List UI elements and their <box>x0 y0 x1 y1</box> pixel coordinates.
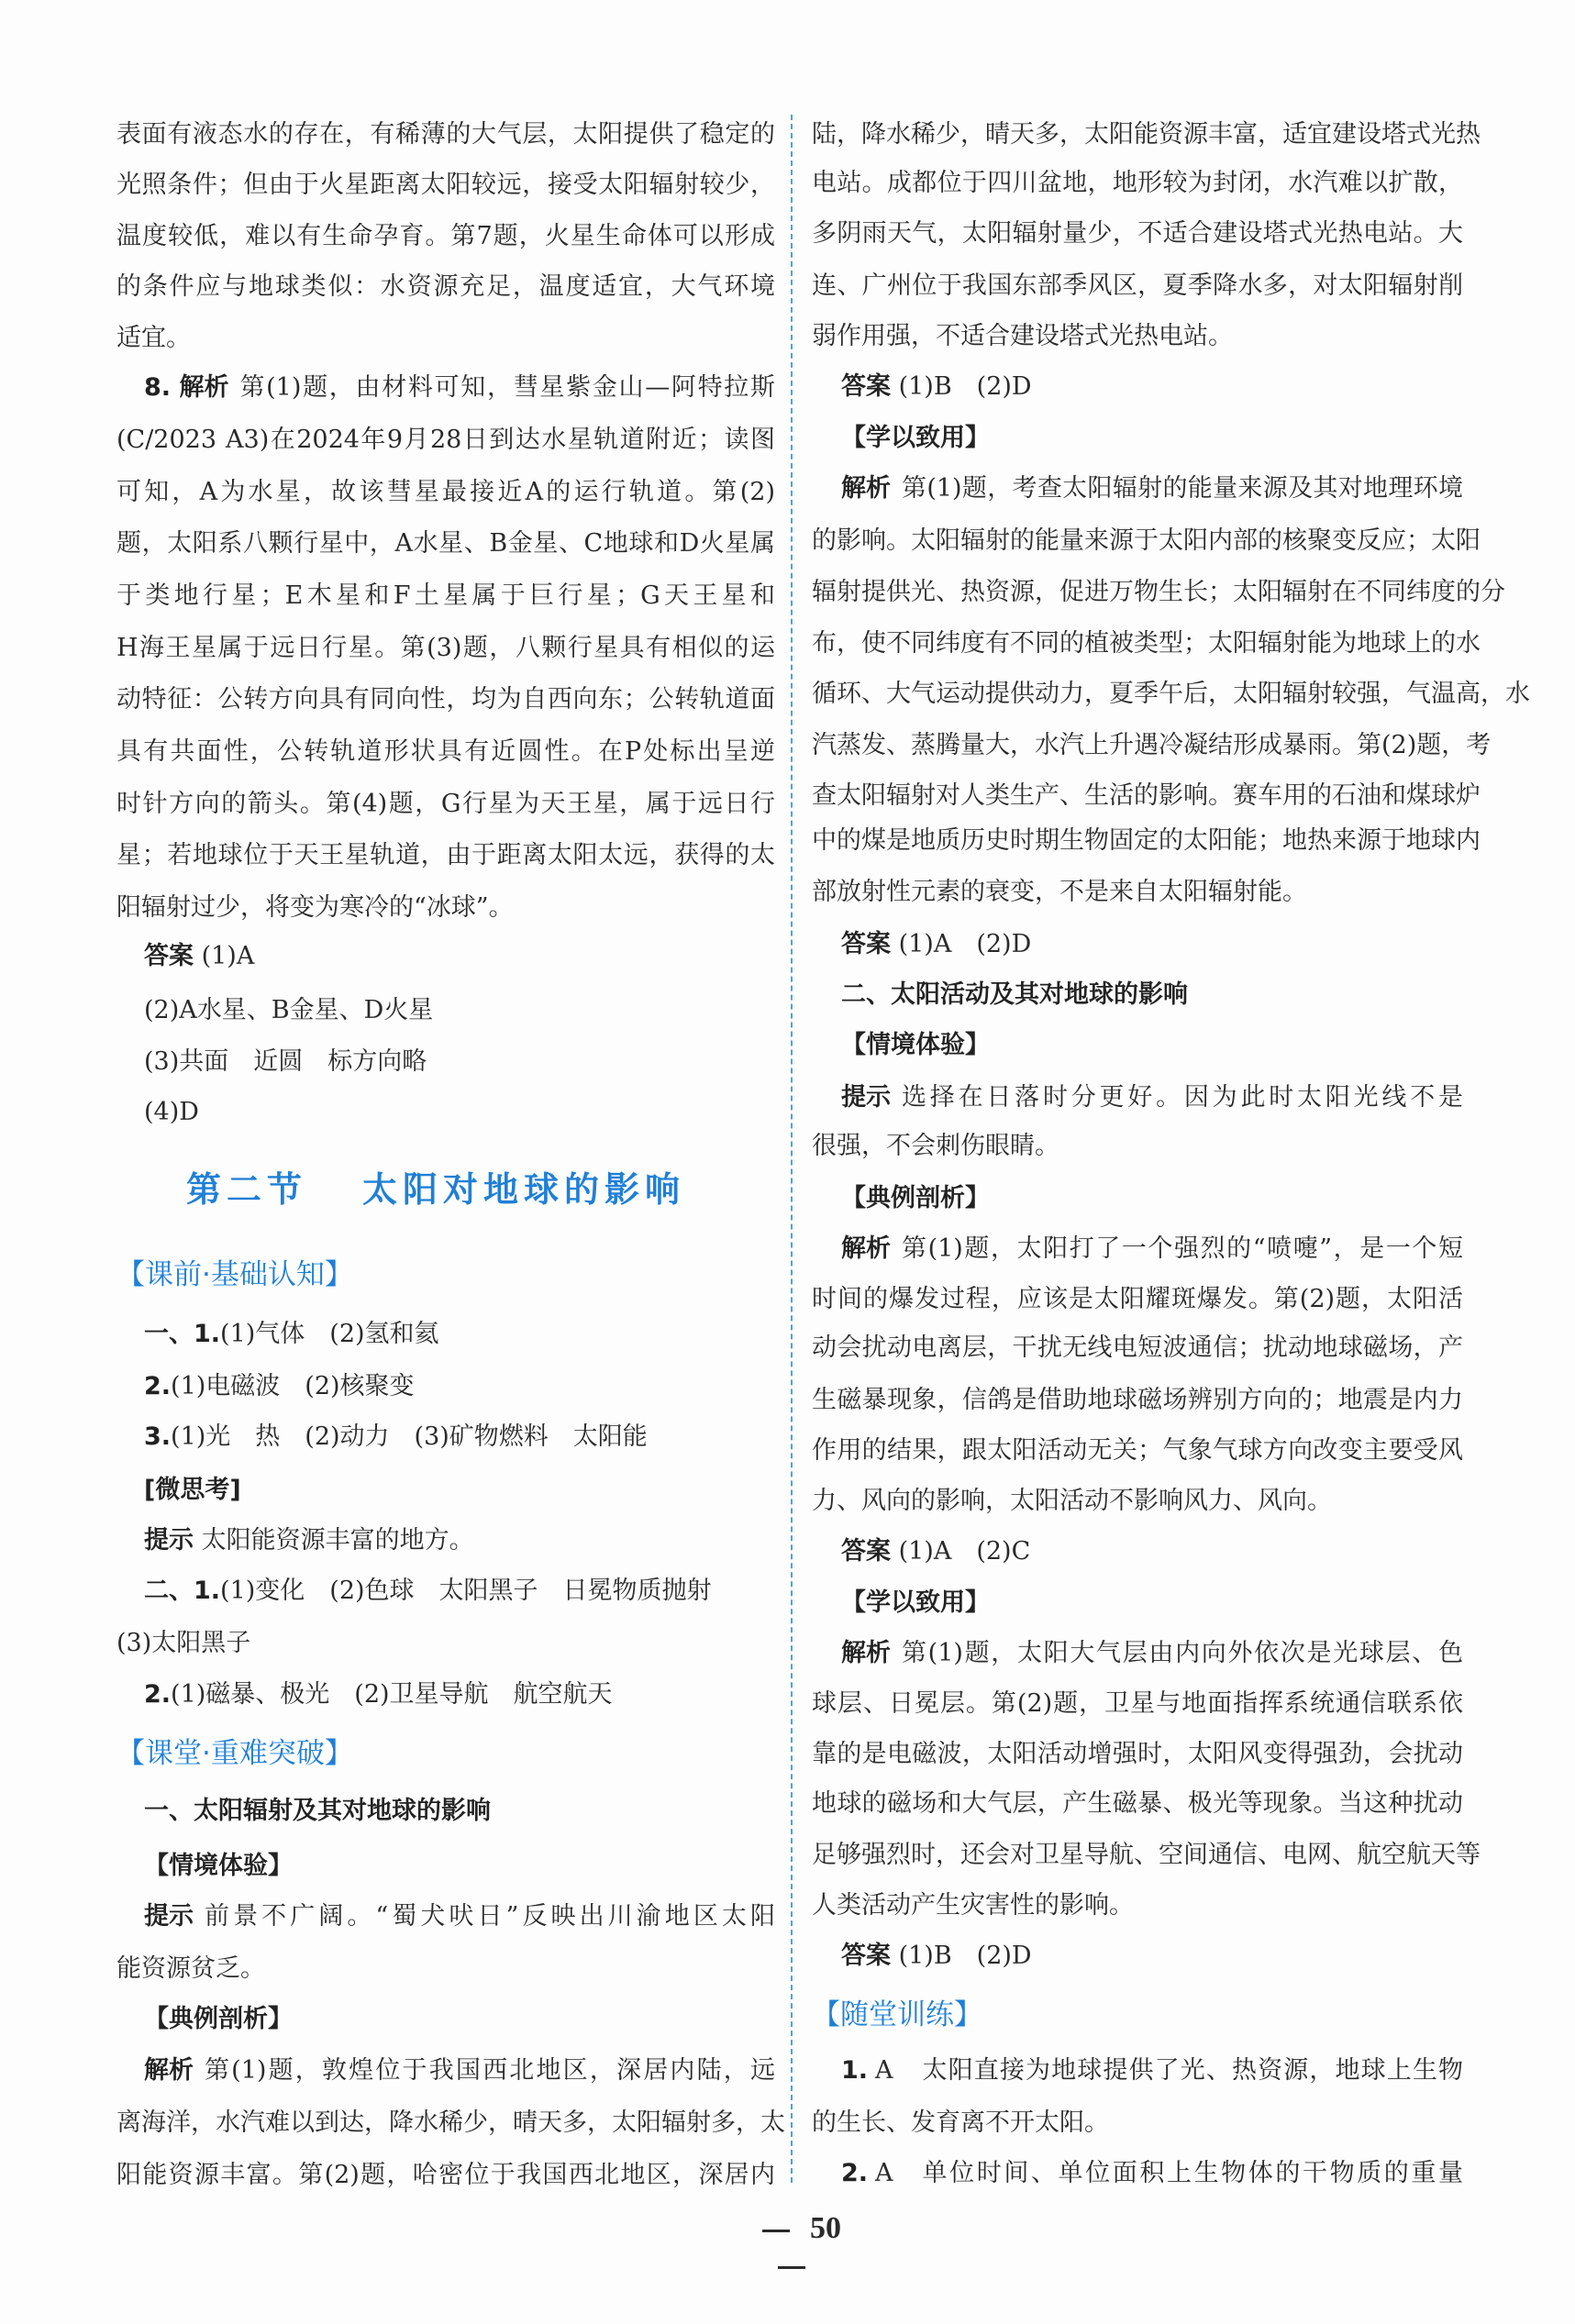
item-number: 二、1. <box>144 1577 221 1605</box>
text-line: 温度较低，难以有生命孕育。第7题，火星生命体可以形成 <box>116 222 775 250</box>
answer-text: (1)A (2)C <box>898 1537 1031 1566</box>
text-line: 布，使不同纬度有不同的植被类型；太阳辐射能为地球上的水 <box>812 629 1481 658</box>
practice-section-tag: 【随堂训练】 <box>812 1998 982 2031</box>
text-line: 阳能资源丰富。第(2)题，哈密位于我国西北地区，深居内 <box>116 2161 775 2189</box>
text-line: 于类地行星；E木星和F土星属于巨行星；G天王星和 <box>116 581 775 610</box>
analysis-label: 解析 <box>841 474 891 503</box>
list-item <box>144 1573 775 1610</box>
hint-label: 提示 <box>841 1083 891 1112</box>
text-line: 阳辐射过少，将变为寒冷的“冰球”。 <box>116 893 514 922</box>
analysis-text: 第(1)题，太阳打了一个强烈的“喷嚏”，是一个短 <box>902 1234 1463 1263</box>
text-line: 连、广州位于我国东部季风区，夏季降水多，对太阳辐射削 <box>812 271 1463 300</box>
item-answer: A <box>875 2056 893 2085</box>
answer-line <box>841 369 1463 405</box>
apply-tag: 【学以致用】 <box>841 1588 990 1617</box>
text-line: 第(1)题，由材料可知，彗星紫金山—阿特拉斯 <box>239 373 775 402</box>
item-number: 2. <box>841 2159 869 2187</box>
text-line: 能资源贫乏。 <box>116 1954 265 1983</box>
text-line: 可知，A为水星，故该彗星最接近A的运行轨道。第(2) <box>116 478 775 506</box>
text-line: 辐射提供光、热资源，促进万物生长；太阳辐射在不同纬度的分 <box>812 578 1505 606</box>
text-line: 作用的结果，跟太阳活动无关；气象气球方向改变主要受风 <box>812 1436 1463 1465</box>
hint-line <box>144 1898 775 1935</box>
chapter-section-name: 太阳对地球的影响 <box>362 1168 686 1210</box>
answer-text: (1)B (2)D <box>898 372 1032 401</box>
scene-tag: 【情境体验】 <box>841 1031 990 1059</box>
hint-text: 前景不广阔。“蜀犬吠日”反映出川渝地区太阳 <box>205 1902 775 1931</box>
text-line: 表面有液态水的存在，有稀薄的大气层，太阳提供了稳定的 <box>116 120 775 149</box>
item-text: 单位时间、单位面积上生物体的干物质的重量 <box>922 2159 1463 2187</box>
page-number-value: 50 <box>810 2211 841 2245</box>
text-line: 陆，降水稀少，晴天多，太阳能资源丰富，适宜建设塔式光热 <box>812 120 1481 149</box>
text-line: (3)太阳黑子 <box>116 1629 251 1657</box>
text-line: 题，太阳系八颗行星中，A水星、B金星、C地球和D火星属 <box>116 529 775 558</box>
text-line: 生磁暴现象，信鸽是借助地球磁场辨别方向的；地震是内力 <box>812 1386 1463 1414</box>
answer-line <box>841 926 1463 963</box>
text-line: 中的煤是地质历史时期生物固定的太阳能；地热来源于地球内 <box>812 826 1481 855</box>
text-line: 的条件应与地球类似：水资源充足，温度适宜，大气环境 <box>116 272 775 301</box>
text-line: 的生长、发育离不开太阳。 <box>812 2108 1109 2137</box>
question-8-label: 8. 解析 <box>144 373 229 402</box>
text-line: 具有共面性，公转轨道形状具有近圆性。在P处标出呈逆 <box>116 737 775 766</box>
answer-text: (1)A (2)D <box>898 930 1032 958</box>
text-line: 离海洋，水汽难以到达，降水稀少，晴天多，太阳辐射多，太 <box>116 2108 785 2137</box>
answer-label: 答案 <box>841 1942 891 1970</box>
list-item <box>144 1419 775 1455</box>
text-line: 循环、大气运动提供动力，夏季午后，太阳辐射较强，气温高，水 <box>812 680 1530 708</box>
text-line: 很强，不会刺伤眼睛。 <box>812 1132 1059 1160</box>
answer-line: (2)A水星、B金星、D火星 <box>144 996 434 1024</box>
list-item <box>144 1368 775 1405</box>
analysis-line <box>841 470 1463 507</box>
text-line: 时针方向的箭头。第(4)题，G行星为天王星，属于远日行 <box>116 790 775 818</box>
answer-text: (1)A <box>201 942 255 970</box>
hint-line <box>841 1079 1463 1116</box>
answer-line <box>841 1533 1463 1570</box>
text-line: 查太阳辐射对人类生产、生活的影响。赛车用的石油和煤球炉 <box>812 781 1481 810</box>
item-text: (1)磁暴、极光 (2)卫星导航 航空航天 <box>171 1680 613 1709</box>
item-text: (1)变化 (2)色球 太阳黑子 日冕物质抛射 <box>220 1577 712 1605</box>
in-class-section-tag: 【课堂·重难突破】 <box>116 1737 353 1770</box>
analysis-label: 解析 <box>841 1234 891 1263</box>
item-text: 太阳直接为地球提供了光、热资源，地球上生物 <box>922 2056 1463 2085</box>
text-line: 时间的爆发过程，应该是太阳耀斑爆发。第(2)题，太阳活 <box>812 1285 1463 1313</box>
item-answer: A <box>875 2159 893 2187</box>
page-number <box>718 2210 865 2247</box>
example-tag: 【典例剖析】 <box>841 1184 990 1212</box>
item-number: 3. <box>144 1422 172 1451</box>
text-line: 人类活动产生灾害性的影响。 <box>812 1891 1134 1920</box>
text-line: 部放射性元素的衰变，不是来自太阳辐射能。 <box>812 878 1307 906</box>
item-number: 一、1. <box>144 1320 221 1348</box>
answer-line <box>841 1938 1463 1975</box>
chapter-title <box>186 1169 714 1210</box>
text-line: 汽蒸发、蒸腾量大，水汽上升遇冷凝结形成暴雨。第(2)题，考 <box>812 731 1492 759</box>
text-line: 力、风向的影响，太阳活动不影响风力、风向。 <box>812 1487 1332 1515</box>
pre-class-section-tag: 【课前·基础认知】 <box>116 1258 353 1291</box>
hint-text: 选择在日落时分更好。因为此时太阳光线不是 <box>902 1083 1463 1112</box>
text-line: 动会扰动电离层，干扰无线电短波通信；扰动地球磁场，产 <box>812 1334 1463 1362</box>
item-text: (1)电磁波 (2)核聚变 <box>171 1372 415 1400</box>
answer-label: 答案 <box>144 942 194 970</box>
hint-label: 提示 <box>144 1526 194 1555</box>
analysis-text: 第(1)题，敦煌位于我国西北地区，深居内陆，远 <box>205 2056 775 2085</box>
answer-line <box>144 938 775 975</box>
text-line: 的影响。太阳辐射的能量来源于太阳内部的核聚变反应；太阳 <box>812 526 1481 555</box>
practice-item <box>841 2155 1463 2192</box>
analysis-line <box>144 2053 775 2089</box>
text-line: H海王星属于远日行星。第(3)题，八颗行星具有相似的运 <box>116 634 775 662</box>
text-line: 电站。成都位于四川盆地，地形较为封闭，水汽难以扩散， <box>812 169 1463 197</box>
analysis-text: 第(1)题，太阳大气层由内向外依次是光球层、色 <box>902 1639 1463 1667</box>
subsection-heading: 二、太阳活动及其对地球的影响 <box>841 980 1188 1009</box>
dash-right <box>778 2266 805 2269</box>
subsection-heading: 一、太阳辐射及其对地球的影响 <box>144 1797 491 1825</box>
answer-line: (3)共面 近圆 标方向略 <box>144 1047 427 1076</box>
hint-label: 提示 <box>144 1902 194 1931</box>
item-number: 1. <box>841 2056 869 2085</box>
analysis-line <box>841 1231 1463 1267</box>
dash-left <box>762 2230 790 2232</box>
text-line: 足够强烈时，还会对卫星导航、空间通信、电网、航空航天等 <box>812 1841 1481 1869</box>
think-tag: [微思考] <box>144 1476 241 1504</box>
text-line: 适宜。 <box>116 324 191 352</box>
analysis-line <box>841 1635 1463 1672</box>
text-line: 光照条件；但由于火星距离太阳较远，接受太阳辐射较少， <box>116 171 775 199</box>
text-line: 星；若地球位于天王星轨道，由于距离太阳太远，获得的太 <box>116 841 775 869</box>
list-item <box>144 1677 775 1713</box>
item-text: (1)光 热 (2)动力 (3)矿物燃料 太阳能 <box>171 1422 648 1451</box>
text-line: 多阴雨天气，太阳辐射量少，不适合建设塔式光热电站。大 <box>812 219 1463 248</box>
question-8-first-line <box>144 370 775 406</box>
answer-label: 答案 <box>841 1537 891 1566</box>
apply-tag: 【学以致用】 <box>841 424 990 452</box>
answer-line: (4)D <box>144 1098 199 1126</box>
column-divider <box>791 115 793 2183</box>
item-number: 2. <box>144 1372 172 1400</box>
answer-label: 答案 <box>841 372 891 401</box>
text-line: 球层、日冕层。第(2)题，卫星与地面指挥系统通信联系依 <box>812 1689 1463 1718</box>
hint-text: 太阳能资源丰富的地方。 <box>201 1526 474 1555</box>
text-line: 弱作用强，不适合建设塔式光热电站。 <box>812 322 1233 350</box>
analysis-label: 解析 <box>144 2056 194 2085</box>
answer-label: 答案 <box>841 930 891 958</box>
item-number: 2. <box>144 1680 172 1709</box>
practice-item <box>841 2053 1463 2089</box>
hint-line <box>144 1522 775 1559</box>
item-text: (1)气体 (2)氢和氦 <box>220 1320 439 1348</box>
scene-tag: 【情境体验】 <box>144 1852 293 1880</box>
chapter-section-number: 第二节 <box>186 1168 308 1210</box>
analysis-label: 解析 <box>841 1639 891 1667</box>
example-tag: 【典例剖析】 <box>144 2005 293 2033</box>
text-line: 靠的是电磁波，太阳活动增强时，太阳风变得强劲，会扰动 <box>812 1740 1463 1768</box>
text-line: 地球的磁场和大气层，产生磁暴、极光等现象。当这种扰动 <box>812 1789 1463 1818</box>
text-line: 动特征：公转方向具有同向性，均为自西向东；公转轨道面 <box>116 685 775 714</box>
text-line: (C/2023 A3)在2024年9月28日到达水星轨道附近；读图 <box>116 426 775 454</box>
analysis-text: 第(1)题，考查太阳辐射的能量来源及其对地理环境 <box>902 474 1463 503</box>
answer-text: (1)B (2)D <box>898 1942 1032 1970</box>
list-item <box>144 1316 775 1353</box>
